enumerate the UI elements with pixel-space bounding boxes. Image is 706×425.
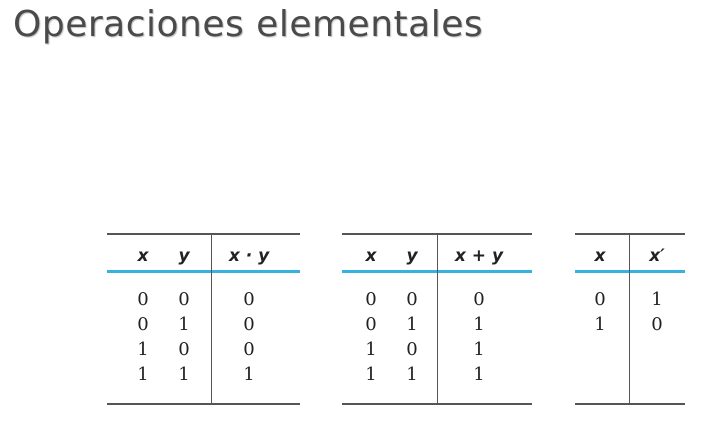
cell: 1 <box>651 289 663 310</box>
cell: 0 <box>406 339 418 360</box>
cell: 1 <box>365 364 377 385</box>
header-y: y <box>178 246 190 266</box>
header-x-or-y: x + y <box>454 246 504 266</box>
cell: 1 <box>137 339 149 360</box>
not-truth-table <box>575 233 685 405</box>
cell: 1 <box>178 314 190 335</box>
table-top-rule <box>575 233 685 235</box>
table-bottom-rule <box>575 403 685 405</box>
and-truth-table <box>107 233 300 405</box>
table-bottom-rule <box>107 403 300 405</box>
cell: 0 <box>365 289 377 310</box>
cell: 0 <box>243 289 255 310</box>
cell: 0 <box>473 289 485 310</box>
cell: 0 <box>137 314 149 335</box>
table-bottom-rule <box>342 403 532 405</box>
cell: 1 <box>473 364 485 385</box>
cell: 1 <box>406 364 418 385</box>
cell: 1 <box>473 339 485 360</box>
table-top-rule <box>107 233 300 235</box>
cell: 1 <box>473 314 485 335</box>
cell: 0 <box>178 289 190 310</box>
table-header-rule <box>575 270 685 273</box>
cell: 0 <box>178 339 190 360</box>
header-x: x <box>137 246 149 266</box>
cell: 1 <box>137 364 149 385</box>
cell: 0 <box>406 289 418 310</box>
header-x-prime: x′ <box>649 246 665 266</box>
cell: 0 <box>594 289 606 310</box>
or-truth-table <box>342 233 532 405</box>
table-header-rule <box>107 270 300 273</box>
header-x: x <box>594 246 606 266</box>
cell: 1 <box>178 364 190 385</box>
cell: 1 <box>594 314 606 335</box>
cell: 0 <box>243 314 255 335</box>
cell: 0 <box>243 339 255 360</box>
cell: 0 <box>137 289 149 310</box>
header-y: y <box>406 246 418 266</box>
header-x: x <box>365 246 377 266</box>
header-x-and-y: x · y <box>228 246 270 266</box>
cell: 1 <box>243 364 255 385</box>
page-title: Operaciones elementales <box>13 4 484 45</box>
cell: 1 <box>365 339 377 360</box>
cell: 0 <box>651 314 663 335</box>
cell: 0 <box>365 314 377 335</box>
cell: 1 <box>406 314 418 335</box>
